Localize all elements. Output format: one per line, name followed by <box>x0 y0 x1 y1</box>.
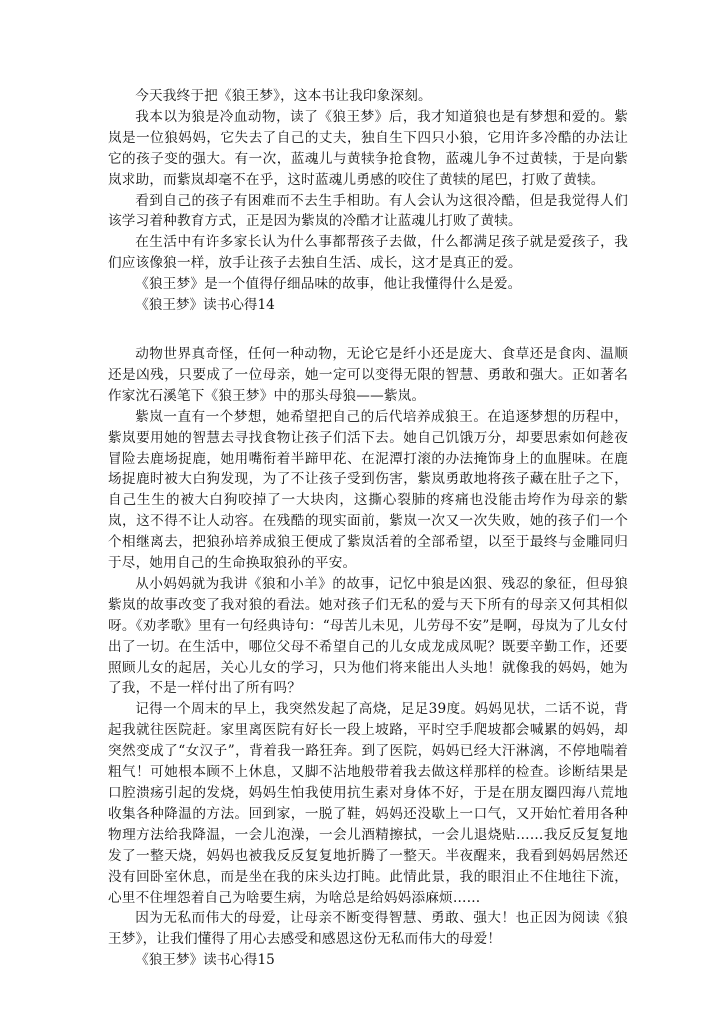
paragraph-parenting: 在生活中有许多家长认为什么事都帮孩子去做，什么都满足孩子就是爱孩子，我们应该像狼一样，放手让孩子去独自生活、成长，这才是真正的爱。 <box>108 234 628 272</box>
paragraph-fever-memory: 记得一个周末的早上，我突然发起了高烧，足足39度。妈妈见状，二话不说，背起我就往医院赶。家里离医院有好长一段上坡路，平时空手爬坡都会喊累的妈妈，却突然变成了“女汉子”，背着我一路狂奔。到了医院，妈妈已经大汗淋漓，不停地喘着粗气！可她根本顾不上休息，又脚不沾地般带着我去做这样那样的检查。诊断结果是口腔溃疡引起的发烧，妈妈生怕我使用抗生素对身体不好，于是在朋友圈四海八荒地收集各种降温的方法。回到家，一脱了鞋，妈妈还没歇上一口气，又开始忙着用各种物理方法给我降温，一会儿泡澡，一会儿酒精擦拭，一会儿退烧贴……我反反复复地发了一整天烧，妈妈也被我反反复复地折腾了一整天。半夜醒来，我看到妈妈居然还没有回卧室休息，而是坐在我的床头边打盹。此情此景，我的眼泪止不住地往下流，心里不住埋怨着自己为啥要生病，为啥总是给妈妈添麻烦…… <box>108 701 628 906</box>
paragraph-intro: 今天我终于把《狼王梦》，这本书让我印象深刻。 <box>135 88 432 104</box>
section-heading-15: 《狼王梦》读书心得15 <box>135 952 275 969</box>
paragraph-maternal-love: 因为无私而伟大的母爱，让母亲不断变得智慧、勇敢、强大！也正因为阅读《狼王梦》，让我们懂得了用心去感受和感恩这份无私而伟大的母爱！ <box>108 910 628 948</box>
document-page <box>108 86 628 971</box>
paragraph-conclusion: 《狼王梦》是一个值得仔细品味的故事，他让我懂得什么是爱。 <box>135 276 522 293</box>
section-heading-14: 《狼王梦》读书心得14 <box>135 297 275 314</box>
section-spacer <box>108 316 628 344</box>
paragraph-reflection: 看到自己的孩子有困难而不去生手相助。有人会认为这很冷酷，但是我觉得人们该学习着种教育方式，正是因为紫岚的冷酷才让蓝魂儿打败了黄犊。 <box>108 192 628 230</box>
paragraph-animal-mothers: 动物世界真奇怪，任何一种动物，无论它是纤小还是庞大、食草还是食肉、温顺还是凶残，只要成了一位母亲，她一定可以变得无限的智慧、勇敢和强大。正如著名作家沈石溪笔下《狼王梦》中的那头母狼——紫岚。 <box>108 345 628 404</box>
paragraph-story-summary: 我本以为狼是冷血动物，读了《狼王梦》后，我才知道狼也是有梦想和爱的。紫岚是一位狼妈妈，它失去了自己的丈夫，独自生下四只小狼，它用许多冷酷的办法让它的孩子变的强大。有一次，蓝魂儿与黄犊争抢食物，蓝魂儿争不过黄犊，于是向紫岚求助，而紫岚却毫不在乎，这时蓝魂儿勇感的咬住了黄犊的尾巴，打败了黄犊。 <box>108 108 628 188</box>
paragraph-mother-story: 从小妈妈就为我讲《狼和小羊》的故事，记忆中狼是凶狠、残忍的象征，但母狼紫岚的故事改变了我对狼的看法。她对孩子们无私的爱与天下所有的母亲又何其相似呀。《劝孝歌》里有一句经典诗句：“母苦儿未见，儿劳母不安”是啊，母岚为了儿女付出了一切。在生活中，哪位父母不希望自己的儿女成龙成凤呢？既要辛勤工作，还要照顾儿女的起居，关心儿女的学习，只为他们将来能出人头地！就像我的妈妈，她为了我，不是一样付出了所有吗？ <box>108 575 628 697</box>
paragraph-zilan-dream: 紫岚一直有一个梦想，她希望把自己的后代培养成狼王。在追逐梦想的历程中，紫岚要用她的智慧去寻找食物让孩子们活下去。她自己饥饿万分，却要思索如何趁夜冒险去鹿场捉鹿，她用嘴衔着半蹄甲花、在泥潭打滚的办法掩饰身上的血腥味。在鹿场捉鹿时被大白狗发现，为了不让孩子受到伤害，紫岚勇敢地将孩子藏在肚子之下，自己生生的被大白狗咬掉了一大块肉，这撕心裂肺的疼痛也没能击垮作为母亲的紫岚，这不得不让人动容。在残酷的现实面前，紫岚一次又一次失败，她的孩子们一个个相继离去，把狼孙培养成狼王便成了紫岚活着的全部希望，以至于最终与金雕同归于尽，她用自己的生命换取狼孙的平安。 <box>108 408 628 572</box>
